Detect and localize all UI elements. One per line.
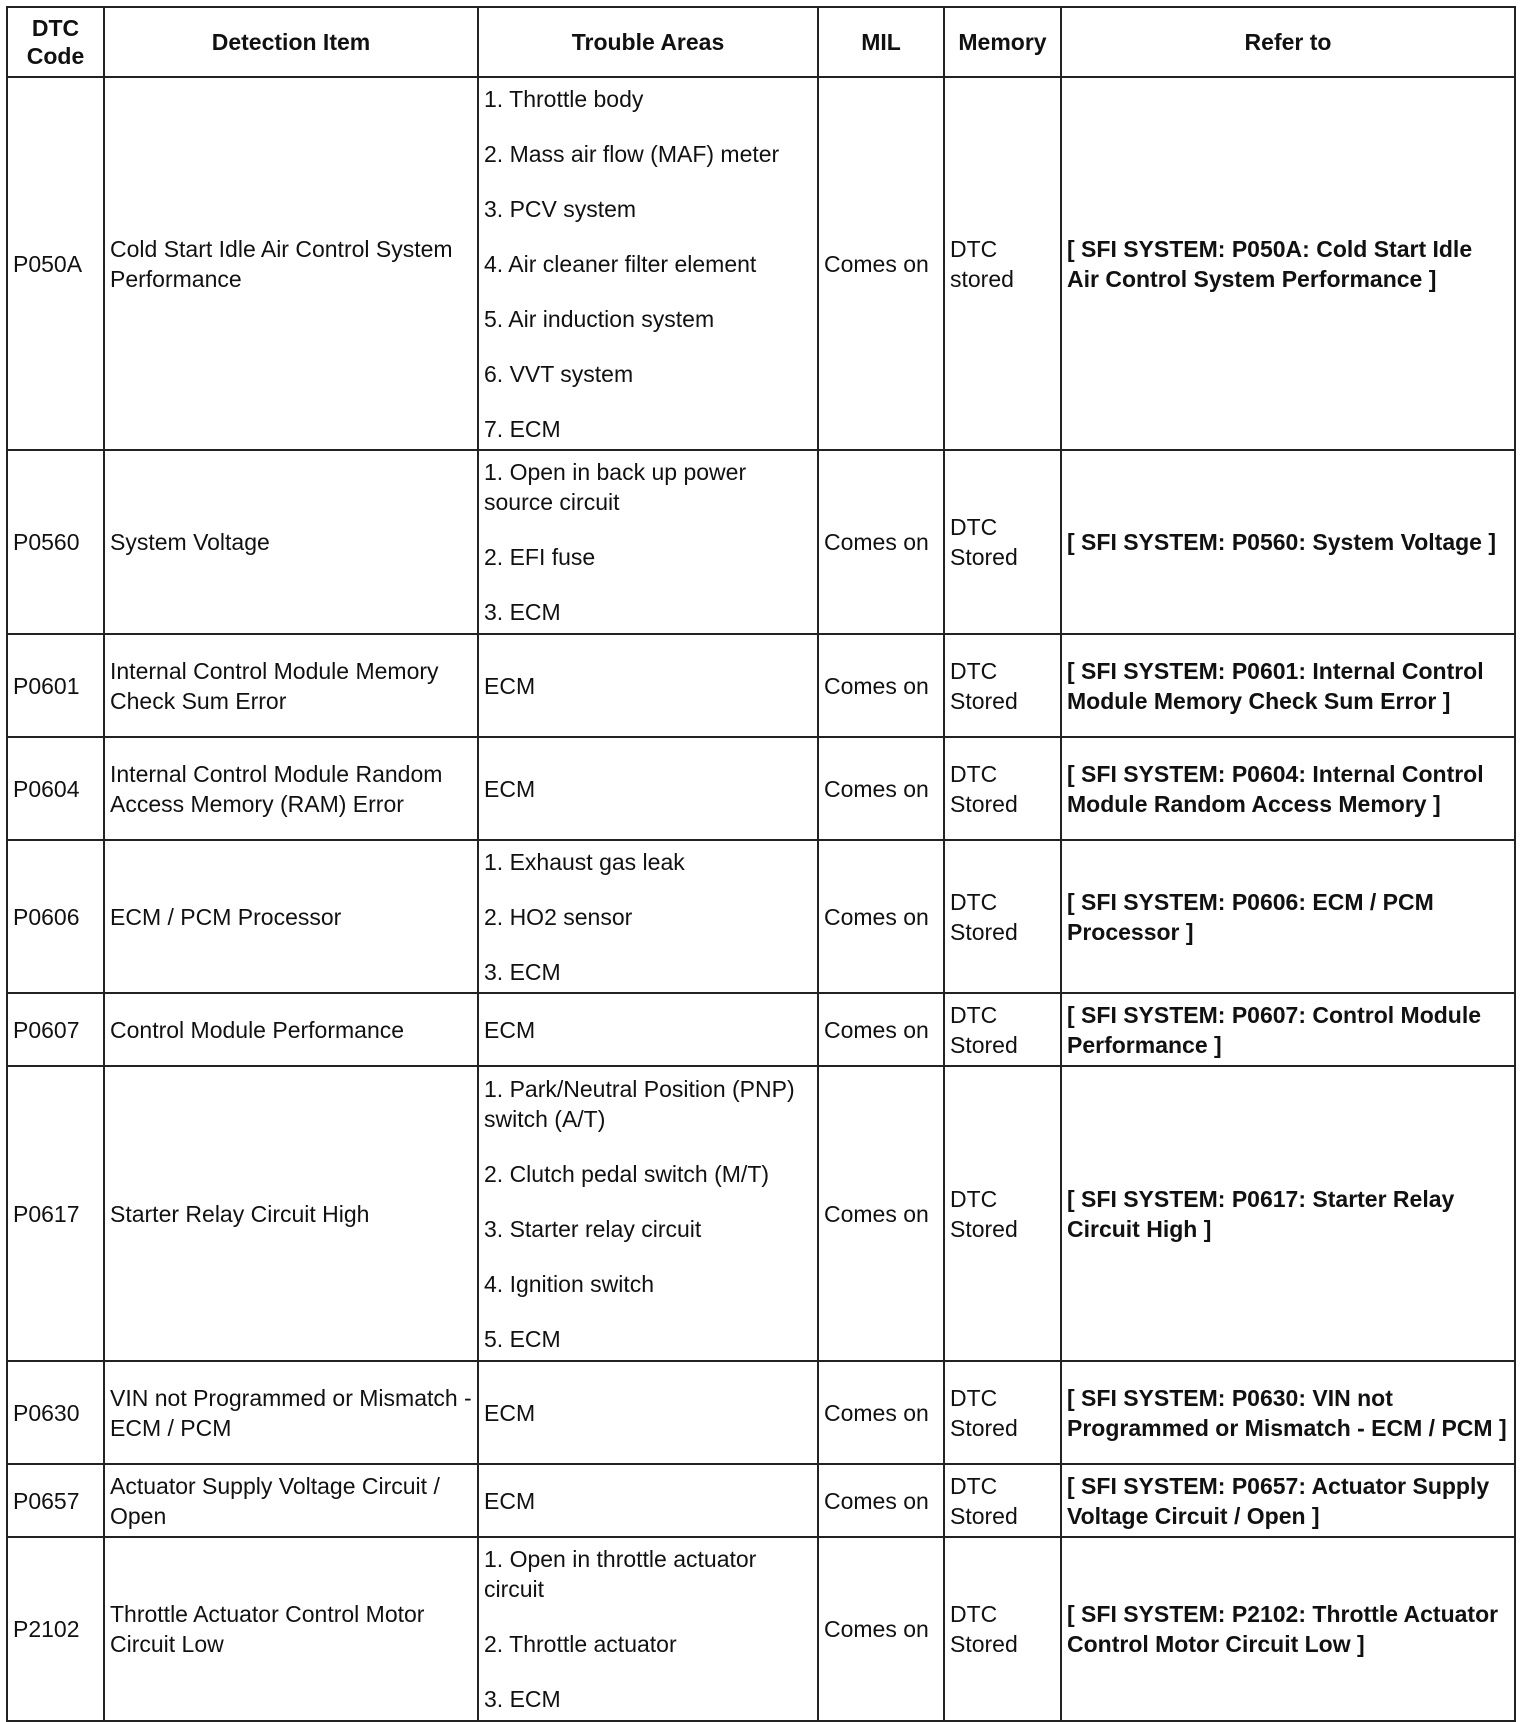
trouble-areas-list <box>484 84 812 444</box>
memory-cell: DTC Stored <box>944 840 1061 993</box>
mil-cell: Comes on <box>818 993 944 1066</box>
memory-cell: DTC Stored <box>944 1464 1061 1537</box>
refer-to-cell: [ SFI SYSTEM: P0657: Actuator Supply Voltage Circuit / Open ] <box>1061 1464 1515 1537</box>
table-row <box>7 840 1515 993</box>
detection-item-cell: Control Module Performance <box>104 993 478 1066</box>
trouble-area-item: ECM <box>484 1016 536 1043</box>
refer-to-cell: [ SFI SYSTEM: P0601: Internal Control Module Memory Check Sum Error ] <box>1061 634 1515 737</box>
mil-cell: Comes on <box>818 1537 944 1721</box>
trouble-area-item: ECM <box>484 1487 536 1514</box>
trouble-area-item: 3. PCV system <box>484 195 637 222</box>
header-detection-item: Detection Item <box>104 7 478 77</box>
memory-cell: DTC stored <box>944 77 1061 450</box>
table-row <box>7 737 1515 840</box>
trouble-areas-cell <box>478 993 818 1066</box>
refer-to-cell: [ SFI SYSTEM: P0617: Starter Relay Circuit High ] <box>1061 1066 1515 1361</box>
trouble-areas-cell <box>478 1464 818 1537</box>
dtc-code-cell: P0601 <box>7 634 104 737</box>
trouble-areas-cell <box>478 77 818 450</box>
refer-to-cell: [ SFI SYSTEM: P2102: Throttle Actuator Control Motor Circuit Low ] <box>1061 1537 1515 1721</box>
trouble-areas-cell <box>478 450 818 634</box>
memory-cell: DTC Stored <box>944 1066 1061 1361</box>
trouble-areas-cell <box>478 840 818 993</box>
mil-cell: Comes on <box>818 1464 944 1537</box>
dtc-code-cell: P2102 <box>7 1537 104 1721</box>
trouble-area-item: 2. Clutch pedal switch (M/T) <box>484 1160 770 1187</box>
detection-item-cell: ECM / PCM Processor <box>104 840 478 993</box>
detection-item-cell: VIN not Programmed or Mismatch - ECM / PCM <box>104 1361 478 1464</box>
memory-cell: DTC Stored <box>944 634 1061 737</box>
trouble-area-item: 1. Exhaust gas leak <box>484 848 685 875</box>
trouble-area-item: 3. ECM <box>484 958 561 985</box>
trouble-area-item: ECM <box>484 1399 536 1426</box>
header-memory: Memory <box>944 7 1061 77</box>
memory-cell: DTC Stored <box>944 1537 1061 1721</box>
trouble-areas-list <box>484 1074 812 1354</box>
trouble-area-item: 1. Open in back up power source circuit <box>484 459 747 515</box>
mil-cell: Comes on <box>818 1066 944 1361</box>
table-body <box>7 77 1515 1721</box>
trouble-areas-list <box>484 847 812 987</box>
table-row <box>7 77 1515 450</box>
dtc-code-cell: P0630 <box>7 1361 104 1464</box>
dtc-code-cell: P0617 <box>7 1066 104 1361</box>
trouble-areas-list <box>484 1398 812 1428</box>
detection-item-cell: Internal Control Module Random Access Memory (RAM) Error <box>104 737 478 840</box>
trouble-area-item: 2. EFI fuse <box>484 544 596 570</box>
detection-item-cell: Actuator Supply Voltage Circuit / Open <box>104 1464 478 1537</box>
table-row <box>7 450 1515 634</box>
trouble-areas-cell <box>478 1537 818 1721</box>
trouble-area-item: 1. Park/Neutral Position (PNP) switch (A/T) <box>484 1075 795 1132</box>
header-mil: MIL <box>818 7 944 77</box>
trouble-area-item: 4. Air cleaner filter element <box>484 250 757 277</box>
trouble-areas-list <box>484 1544 812 1714</box>
detection-item-cell: System Voltage <box>104 450 478 634</box>
mil-cell: Comes on <box>818 737 944 840</box>
refer-to-cell: [ SFI SYSTEM: P0606: ECM / PCM Processor ] <box>1061 840 1515 993</box>
trouble-areas-cell <box>478 1066 818 1361</box>
trouble-area-item: 3. ECM <box>484 1686 561 1712</box>
table-row <box>7 993 1515 1066</box>
trouble-area-item: 7. ECM <box>484 415 561 442</box>
mil-cell: Comes on <box>818 840 944 993</box>
header-dtc-code: DTC Code <box>7 7 104 77</box>
trouble-areas-cell <box>478 634 818 737</box>
memory-cell: DTC Stored <box>944 737 1061 840</box>
table-row <box>7 1066 1515 1361</box>
trouble-areas-list <box>484 1015 812 1045</box>
table-row <box>7 1537 1515 1721</box>
trouble-areas-cell <box>478 1361 818 1464</box>
trouble-area-item: 2. Mass air flow (MAF) meter <box>484 140 780 167</box>
trouble-areas-list <box>484 457 812 627</box>
trouble-area-item: 3. Starter relay circuit <box>484 1215 702 1242</box>
trouble-area-item: 4. Ignition switch <box>484 1270 655 1297</box>
trouble-area-item: 1. Throttle body <box>484 85 644 112</box>
detection-item-cell: Cold Start Idle Air Control System Performance <box>104 77 478 450</box>
dtc-code-cell: P0560 <box>7 450 104 634</box>
detection-item-cell: Starter Relay Circuit High <box>104 1066 478 1361</box>
mil-cell: Comes on <box>818 77 944 450</box>
trouble-area-item: 3. ECM <box>484 599 561 625</box>
trouble-area-item: 5. Air induction system <box>484 305 715 332</box>
trouble-area-item: 5. ECM <box>484 1325 561 1352</box>
trouble-area-item: 2. HO2 sensor <box>484 903 633 930</box>
trouble-areas-list <box>484 1486 812 1516</box>
memory-cell: DTC Stored <box>944 1361 1061 1464</box>
dtc-code-cell: P0604 <box>7 737 104 840</box>
mil-cell: Comes on <box>818 1361 944 1464</box>
detection-item-cell: Throttle Actuator Control Motor Circuit Low <box>104 1537 478 1721</box>
dtc-code-cell: P0657 <box>7 1464 104 1537</box>
memory-cell: DTC Stored <box>944 993 1061 1066</box>
header-refer-to: Refer to <box>1061 7 1515 77</box>
table-header-row <box>7 7 1515 77</box>
dtc-code-cell: P050A <box>7 77 104 450</box>
refer-to-cell: [ SFI SYSTEM: P0560: System Voltage ] <box>1061 450 1515 634</box>
trouble-areas-cell <box>478 737 818 840</box>
refer-to-cell: [ SFI SYSTEM: P0604: Internal Control Module Random Access Memory ] <box>1061 737 1515 840</box>
dtc-table <box>6 6 1516 1722</box>
refer-to-cell: [ SFI SYSTEM: P050A: Cold Start Idle Air Control System Performance ] <box>1061 77 1515 450</box>
dtc-code-cell: P0607 <box>7 993 104 1066</box>
refer-to-cell: [ SFI SYSTEM: P0607: Control Module Performance ] <box>1061 993 1515 1066</box>
table-row <box>7 1361 1515 1464</box>
memory-cell: DTC Stored <box>944 450 1061 634</box>
table-row <box>7 1464 1515 1537</box>
trouble-area-item: 6. VVT system <box>484 360 634 387</box>
trouble-areas-list <box>484 774 812 804</box>
mil-cell: Comes on <box>818 450 944 634</box>
detection-item-cell: Internal Control Module Memory Check Sum Error <box>104 634 478 737</box>
trouble-area-item: ECM <box>484 775 536 802</box>
trouble-area-item: 2. Throttle actuator <box>484 1631 677 1657</box>
trouble-area-item: 1. Open in throttle actuator circuit <box>484 1546 757 1602</box>
header-trouble-areas: Trouble Areas <box>478 7 818 77</box>
table-row <box>7 634 1515 737</box>
trouble-area-item: ECM <box>484 672 536 699</box>
mil-cell: Comes on <box>818 634 944 737</box>
dtc-code-cell: P0606 <box>7 840 104 993</box>
refer-to-cell: [ SFI SYSTEM: P0630: VIN not Programmed or Mismatch - ECM / PCM ] <box>1061 1361 1515 1464</box>
trouble-areas-list <box>484 671 812 701</box>
